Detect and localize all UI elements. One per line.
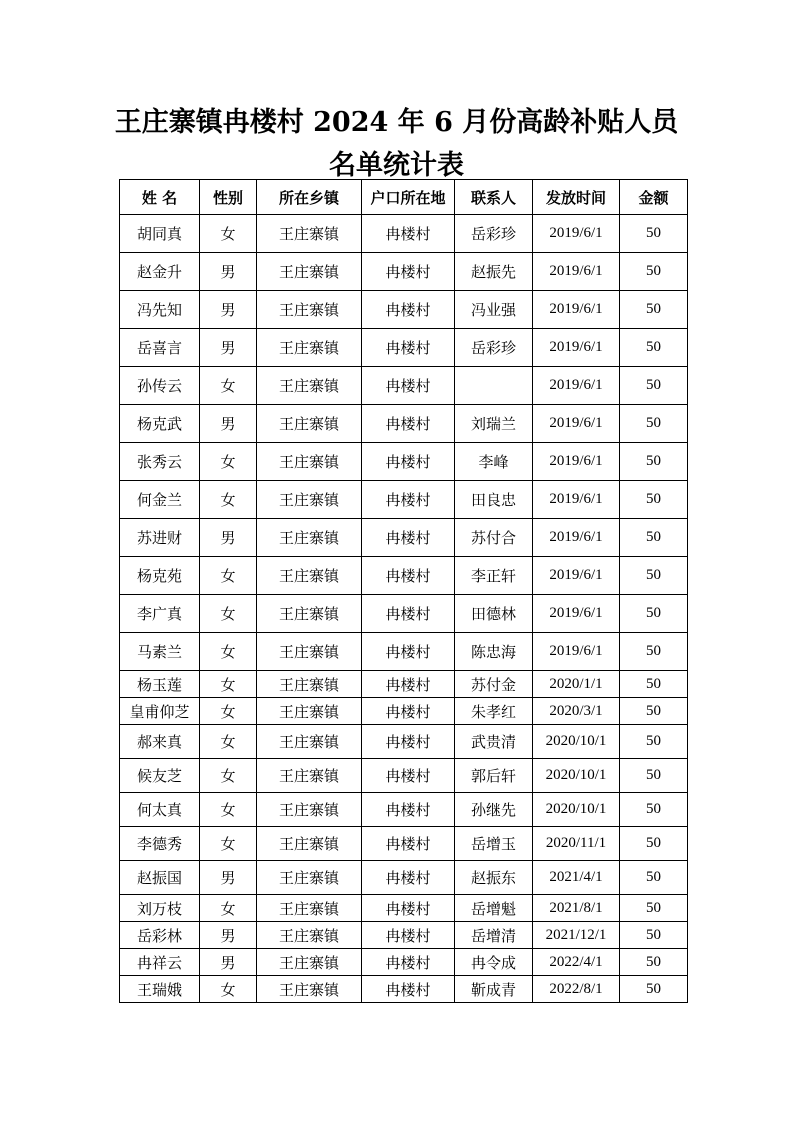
cell-township: 王庄寨镇	[257, 922, 362, 949]
table-row	[120, 519, 688, 557]
table-row	[120, 861, 688, 895]
cell-amount: 50	[620, 922, 688, 949]
cell-township: 王庄寨镇	[257, 443, 362, 481]
cell-township: 王庄寨镇	[257, 633, 362, 671]
cell-township: 王庄寨镇	[257, 595, 362, 633]
cell-contact-person: 赵振先	[455, 253, 533, 291]
cell-issue-date: 2021/12/1	[533, 922, 620, 949]
cell-township: 王庄寨镇	[257, 253, 362, 291]
header-contact-person: 联系人	[455, 180, 533, 215]
header-household-registration: 户口所在地	[362, 180, 455, 215]
cell-amount: 50	[620, 949, 688, 976]
cell-name: 皇甫仰芝	[120, 698, 200, 725]
table-row	[120, 557, 688, 595]
cell-name: 冉祥云	[120, 949, 200, 976]
cell-gender: 女	[200, 725, 257, 759]
document-title-line-1: 王庄寨镇冉楼村 2024 年 6 月份高龄补贴人员	[114, 107, 679, 138]
cell-household-registration: 冉楼村	[362, 215, 455, 253]
cell-contact-person: 冉令成	[455, 949, 533, 976]
table-row	[120, 698, 688, 725]
cell-township: 王庄寨镇	[257, 291, 362, 329]
cell-issue-date: 2022/8/1	[533, 976, 620, 1003]
table-row	[120, 949, 688, 976]
header-gender: 性别	[200, 180, 257, 215]
cell-township: 王庄寨镇	[257, 793, 362, 827]
cell-issue-date: 2019/6/1	[533, 557, 620, 595]
header-name: 姓 名	[120, 180, 200, 215]
cell-contact-person: 刘瑞兰	[455, 405, 533, 443]
cell-gender: 女	[200, 895, 257, 922]
cell-household-registration: 冉楼村	[362, 519, 455, 557]
cell-contact-person: 武贵清	[455, 725, 533, 759]
cell-name: 郝来真	[120, 725, 200, 759]
cell-household-registration: 冉楼村	[362, 443, 455, 481]
cell-household-registration: 冉楼村	[362, 671, 455, 698]
cell-contact-person: 冯业强	[455, 291, 533, 329]
cell-township: 王庄寨镇	[257, 215, 362, 253]
cell-household-registration: 冉楼村	[362, 922, 455, 949]
cell-gender: 女	[200, 698, 257, 725]
cell-household-registration: 冉楼村	[362, 827, 455, 861]
cell-township: 王庄寨镇	[257, 367, 362, 405]
cell-name: 李广真	[120, 595, 200, 633]
cell-household-registration: 冉楼村	[362, 759, 455, 793]
cell-gender: 男	[200, 949, 257, 976]
cell-issue-date: 2019/6/1	[533, 329, 620, 367]
cell-household-registration: 冉楼村	[362, 793, 455, 827]
cell-issue-date: 2020/10/1	[533, 793, 620, 827]
cell-township: 王庄寨镇	[257, 861, 362, 895]
cell-amount: 50	[620, 405, 688, 443]
cell-amount: 50	[620, 759, 688, 793]
table-row	[120, 895, 688, 922]
cell-household-registration: 冉楼村	[362, 557, 455, 595]
table-row	[120, 291, 688, 329]
table-row	[120, 671, 688, 698]
cell-amount: 50	[620, 633, 688, 671]
cell-gender: 男	[200, 861, 257, 895]
cell-name: 岳彩林	[120, 922, 200, 949]
cell-household-registration: 冉楼村	[362, 291, 455, 329]
cell-contact-person: 苏付合	[455, 519, 533, 557]
cell-gender: 女	[200, 759, 257, 793]
cell-township: 王庄寨镇	[257, 949, 362, 976]
cell-gender: 女	[200, 976, 257, 1003]
cell-name: 胡同真	[120, 215, 200, 253]
table-row	[120, 329, 688, 367]
cell-township: 王庄寨镇	[257, 759, 362, 793]
document-title-line-2: 名单统计表	[329, 150, 464, 181]
cell-issue-date: 2022/4/1	[533, 949, 620, 976]
cell-contact-person: 李峰	[455, 443, 533, 481]
cell-amount: 50	[620, 291, 688, 329]
cell-township: 王庄寨镇	[257, 976, 362, 1003]
cell-amount: 50	[620, 861, 688, 895]
cell-township: 王庄寨镇	[257, 698, 362, 725]
cell-township: 王庄寨镇	[257, 481, 362, 519]
cell-amount: 50	[620, 519, 688, 557]
table-row	[120, 367, 688, 405]
cell-household-registration: 冉楼村	[362, 481, 455, 519]
cell-name: 李德秀	[120, 827, 200, 861]
cell-issue-date: 2021/8/1	[533, 895, 620, 922]
cell-issue-date: 2019/6/1	[533, 405, 620, 443]
cell-amount: 50	[620, 976, 688, 1003]
cell-gender: 男	[200, 519, 257, 557]
cell-township: 王庄寨镇	[257, 725, 362, 759]
cell-household-registration: 冉楼村	[362, 976, 455, 1003]
cell-gender: 男	[200, 405, 257, 443]
cell-household-registration: 冉楼村	[362, 633, 455, 671]
cell-name: 张秀云	[120, 443, 200, 481]
cell-amount: 50	[620, 698, 688, 725]
cell-contact-person: 岳增清	[455, 922, 533, 949]
cell-amount: 50	[620, 367, 688, 405]
cell-issue-date: 2021/4/1	[533, 861, 620, 895]
cell-contact-person: 赵振东	[455, 861, 533, 895]
cell-amount: 50	[620, 557, 688, 595]
cell-issue-date: 2019/6/1	[533, 519, 620, 557]
table-row	[120, 976, 688, 1003]
cell-gender: 男	[200, 253, 257, 291]
cell-contact-person: 苏付金	[455, 671, 533, 698]
cell-name: 孙传云	[120, 367, 200, 405]
table-row	[120, 253, 688, 291]
cell-name: 苏进财	[120, 519, 200, 557]
cell-name: 何太真	[120, 793, 200, 827]
cell-gender: 女	[200, 633, 257, 671]
cell-gender: 女	[200, 793, 257, 827]
cell-gender: 男	[200, 329, 257, 367]
cell-name: 马素兰	[120, 633, 200, 671]
cell-issue-date: 2019/6/1	[533, 367, 620, 405]
cell-issue-date: 2019/6/1	[533, 291, 620, 329]
table-header	[120, 180, 688, 215]
cell-amount: 50	[620, 329, 688, 367]
cell-contact-person: 岳彩珍	[455, 215, 533, 253]
subsidy-roster-table	[119, 179, 688, 1003]
cell-amount: 50	[620, 443, 688, 481]
table-row	[120, 725, 688, 759]
cell-contact-person: 靳成青	[455, 976, 533, 1003]
cell-issue-date: 2019/6/1	[533, 633, 620, 671]
header-amount: 金额	[620, 180, 688, 215]
table-row	[120, 215, 688, 253]
table-header-row	[120, 180, 688, 215]
cell-gender: 女	[200, 367, 257, 405]
cell-household-registration: 冉楼村	[362, 725, 455, 759]
cell-amount: 50	[620, 827, 688, 861]
cell-gender: 女	[200, 595, 257, 633]
cell-name: 何金兰	[120, 481, 200, 519]
cell-name: 岳喜言	[120, 329, 200, 367]
cell-issue-date: 2019/6/1	[533, 595, 620, 633]
cell-contact-person: 郭后轩	[455, 759, 533, 793]
cell-amount: 50	[620, 671, 688, 698]
cell-issue-date: 2020/1/1	[533, 671, 620, 698]
cell-name: 王瑞娥	[120, 976, 200, 1003]
cell-issue-date: 2020/11/1	[533, 827, 620, 861]
cell-amount: 50	[620, 793, 688, 827]
cell-household-registration: 冉楼村	[362, 253, 455, 291]
cell-township: 王庄寨镇	[257, 329, 362, 367]
table-row	[120, 793, 688, 827]
cell-amount: 50	[620, 481, 688, 519]
cell-amount: 50	[620, 895, 688, 922]
cell-contact-person: 李正轩	[455, 557, 533, 595]
cell-household-registration: 冉楼村	[362, 895, 455, 922]
header-township: 所在乡镇	[257, 180, 362, 215]
cell-contact-person: 岳增玉	[455, 827, 533, 861]
cell-issue-date: 2019/6/1	[533, 481, 620, 519]
cell-name: 杨克苑	[120, 557, 200, 595]
cell-name: 候友芝	[120, 759, 200, 793]
cell-gender: 女	[200, 215, 257, 253]
cell-township: 王庄寨镇	[257, 519, 362, 557]
cell-township: 王庄寨镇	[257, 405, 362, 443]
cell-amount: 50	[620, 595, 688, 633]
cell-issue-date: 2019/6/1	[533, 253, 620, 291]
table-row	[120, 481, 688, 519]
cell-gender: 女	[200, 557, 257, 595]
table-row	[120, 827, 688, 861]
cell-contact-person: 陈忠海	[455, 633, 533, 671]
cell-household-registration: 冉楼村	[362, 329, 455, 367]
cell-amount: 50	[620, 215, 688, 253]
cell-name: 赵金升	[120, 253, 200, 291]
cell-household-registration: 冉楼村	[362, 405, 455, 443]
cell-gender: 女	[200, 481, 257, 519]
cell-contact-person: 田良忠	[455, 481, 533, 519]
cell-issue-date: 2020/10/1	[533, 759, 620, 793]
table-row	[120, 595, 688, 633]
cell-name: 赵振国	[120, 861, 200, 895]
cell-gender: 女	[200, 443, 257, 481]
cell-gender: 男	[200, 922, 257, 949]
cell-issue-date: 2020/10/1	[533, 725, 620, 759]
cell-household-registration: 冉楼村	[362, 949, 455, 976]
cell-contact-person: 田德林	[455, 595, 533, 633]
header-issue-date: 发放时间	[533, 180, 620, 215]
cell-township: 王庄寨镇	[257, 671, 362, 698]
table-row	[120, 443, 688, 481]
cell-township: 王庄寨镇	[257, 557, 362, 595]
table-row	[120, 405, 688, 443]
cell-amount: 50	[620, 725, 688, 759]
cell-household-registration: 冉楼村	[362, 861, 455, 895]
cell-contact-person: 朱孝红	[455, 698, 533, 725]
table-row	[120, 633, 688, 671]
cell-household-registration: 冉楼村	[362, 367, 455, 405]
cell-amount: 50	[620, 253, 688, 291]
table-row	[120, 922, 688, 949]
cell-gender: 女	[200, 827, 257, 861]
cell-contact-person: 孙继先	[455, 793, 533, 827]
cell-issue-date: 2020/3/1	[533, 698, 620, 725]
cell-contact-person: 岳彩珍	[455, 329, 533, 367]
cell-name: 冯先知	[120, 291, 200, 329]
cell-gender: 男	[200, 291, 257, 329]
cell-contact-person: 岳增魁	[455, 895, 533, 922]
cell-name: 杨克武	[120, 405, 200, 443]
table-body	[120, 215, 688, 1003]
cell-gender: 女	[200, 671, 257, 698]
cell-issue-date: 2019/6/1	[533, 443, 620, 481]
cell-household-registration: 冉楼村	[362, 595, 455, 633]
cell-issue-date: 2019/6/1	[533, 215, 620, 253]
cell-township: 王庄寨镇	[257, 895, 362, 922]
cell-household-registration: 冉楼村	[362, 698, 455, 725]
cell-contact-person	[455, 367, 533, 405]
cell-name: 刘万枝	[120, 895, 200, 922]
table-row	[120, 759, 688, 793]
cell-township: 王庄寨镇	[257, 827, 362, 861]
cell-name: 杨玉莲	[120, 671, 200, 698]
